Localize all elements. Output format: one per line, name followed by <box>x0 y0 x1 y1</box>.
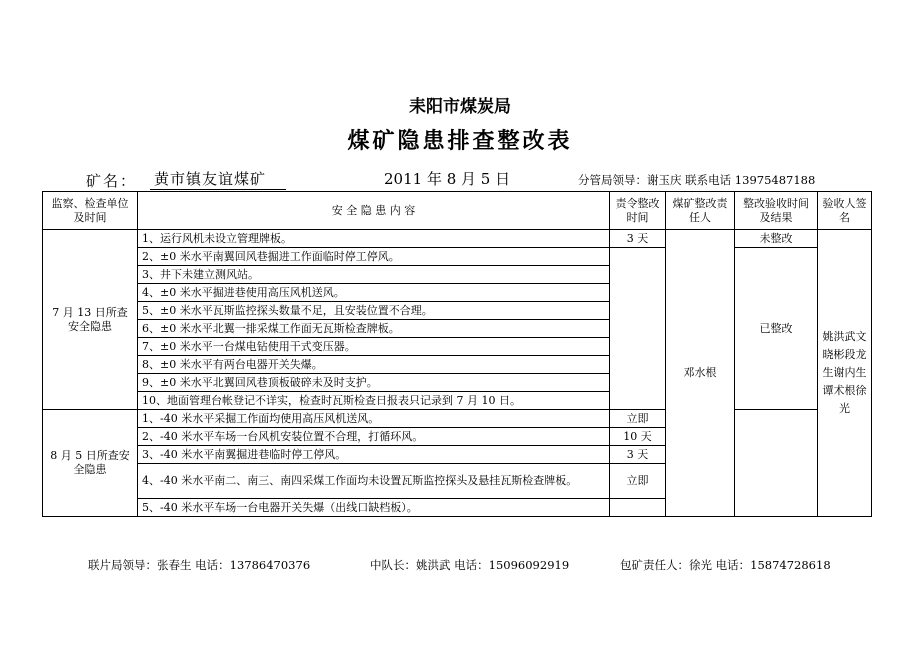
hazard-item: 7、±0 米水平一台煤电钻使用干式变压器。 <box>138 338 610 356</box>
deadline-cell <box>610 499 666 517</box>
table-header-row <box>43 192 872 230</box>
col-result: 整改验收时间及结果 <box>735 192 818 230</box>
deadline-cell: 10 天 <box>610 428 666 446</box>
leader-info: 分管局领导：谢玉庆 联系电话 13975487188 <box>578 173 816 187</box>
deadline-cell: 3 天 <box>610 446 666 464</box>
table-row <box>43 248 872 266</box>
table-row <box>43 410 872 428</box>
group2-label: 8 月 5 日所查安全隐患 <box>43 410 138 517</box>
hazard-item: 3、-40 米水平南翼掘进巷临时停工停风。 <box>138 446 610 464</box>
result-cell: 未整改 <box>735 230 818 248</box>
hazard-table <box>42 191 872 517</box>
hazard-item: 5、-40 米水平车场一台电器开关失爆（出线口缺档板）。 <box>138 499 610 517</box>
hazard-item: 2、±0 米水平南翼回风巷掘进工作面临时停工停风。 <box>138 248 610 266</box>
form-header <box>0 168 920 190</box>
deadline-cell <box>610 248 666 410</box>
hazard-item: 1、运行风机未设立管理牌板。 <box>138 230 610 248</box>
hazard-item: 4、-40 米水平南二、南三、南四采煤工作面均未设置瓦斯监控探头及悬挂瓦斯检查牌板。 <box>138 464 610 499</box>
hazard-item: 9、±0 米水平北翼回风巷顶板破碎未及时支护。 <box>138 374 610 392</box>
hazard-item: 8、±0 米水平有两台电器开关失爆。 <box>138 356 610 374</box>
col-signer: 验收人签名 <box>818 192 872 230</box>
deadline-cell: 3 天 <box>610 230 666 248</box>
table-row <box>43 230 872 248</box>
col-responsible: 煤矿整改责任人 <box>666 192 735 230</box>
mine-label: 矿名： <box>86 172 138 190</box>
deadline-cell: 立即 <box>610 464 666 499</box>
bureau-title: 耒阳市煤炭局 <box>409 97 511 117</box>
hazard-item: 6、±0 米水平北翼一排采煤工作面无瓦斯检查牌板。 <box>138 320 610 338</box>
form-title: 煤矿隐患排查整改表 <box>347 129 573 154</box>
col-unit-time: 监察、检查单位及时间 <box>43 192 138 230</box>
hazard-item: 4、±0 米水平掘进巷使用高压风机送风。 <box>138 284 610 302</box>
hazard-item: 1、-40 米水平采掘工作面均使用高压风机送风。 <box>138 410 610 428</box>
hazard-item: 5、±0 米水平瓦斯监控探头数量不足，且安装位置不合理。 <box>138 302 610 320</box>
hazard-item: 2、-40 米水平车场一台风机安装位置不合理，打循环风。 <box>138 428 610 446</box>
group1-label: 7 月 13 日所查安全隐患 <box>43 230 138 410</box>
form-date: 2011 年 8 月 5 日 <box>384 170 511 188</box>
col-content: 安 全 隐 患 内 容 <box>138 192 610 230</box>
mine-name: 黄市镇友谊煤矿 <box>150 168 286 190</box>
result-cell <box>735 410 818 517</box>
footer-leader: 联片局领导：张春生 电话：13786470376 <box>88 558 311 572</box>
footer-contractor: 包矿责任人：徐光 电话：15874728618 <box>620 558 831 572</box>
footer-captain: 中队长：姚洪武 电话：15096092919 <box>370 558 570 572</box>
hazard-item: 3、井下未建立测风站。 <box>138 266 610 284</box>
result-cell: 已整改 <box>735 248 818 410</box>
deadline-cell: 立即 <box>610 410 666 428</box>
signers: 姚洪武文晓彬段龙生谢内生谭术根徐光 <box>818 230 872 517</box>
hazard-item: 10、地面管理台帐登记不详实，检查时瓦斯检查日报表只记录到 7 月 10 日。 <box>138 392 610 410</box>
responsible-person: 邓水根 <box>666 230 735 517</box>
col-deadline: 责令整改时间 <box>610 192 666 230</box>
